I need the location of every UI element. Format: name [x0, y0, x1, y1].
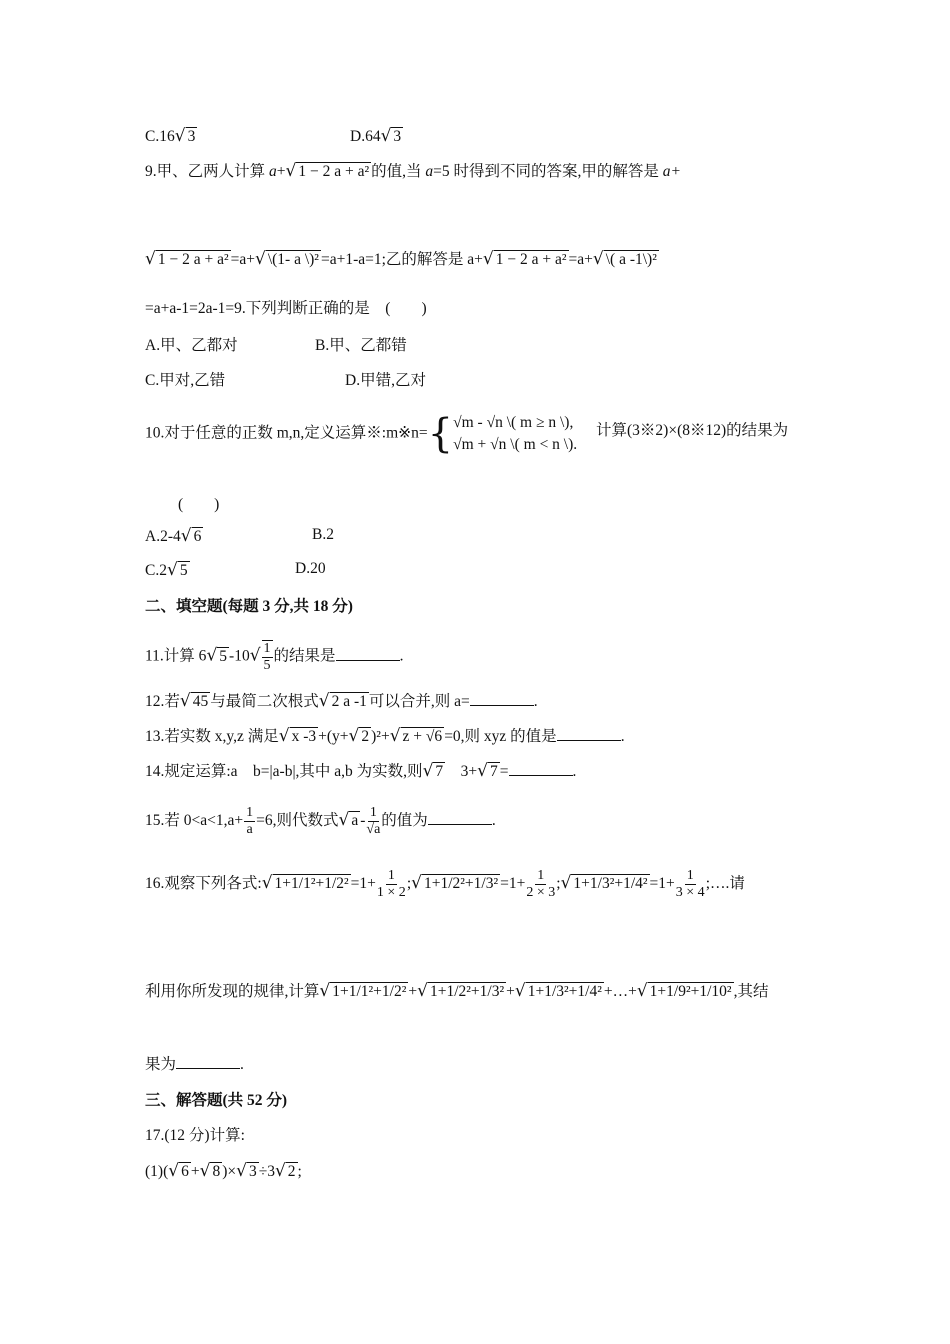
text: -10 [229, 647, 250, 665]
q9-line-1 [145, 160, 681, 183]
text: =1+ [649, 875, 675, 893]
sqrt-sign: √ [274, 1161, 286, 1181]
denominator: 3 × 4 [675, 885, 705, 900]
sqrt-sign: √ [236, 1161, 247, 1181]
sqrt-sign: √ [180, 526, 192, 546]
radicand: 3 [248, 1163, 257, 1180]
sqrt-sign: √ [592, 249, 604, 269]
q16-line-3: 果为 . [145, 1056, 244, 1073]
sqrt-sign: √ [477, 761, 488, 781]
text: +(y+ [318, 728, 349, 745]
text: =6,则代数式 [256, 812, 339, 830]
q13: 13.若实数 x,y,z 满足√ x -3 +(y+√ 2 )²+√ z + √6 =0,则 xyz 的值是 . [145, 726, 625, 746]
radicand: 1 − 2 a + a² [157, 251, 229, 268]
q15: 15.若 0<a<1,a+ $\frac{1}{a}$ =6,则代数式√ a - $\frac{1}{√a}$ 的值为 . [145, 805, 496, 837]
numerator: 1 [537, 868, 545, 883]
radicand: \( a -1\)² [605, 251, 657, 268]
sqrt-sign: √ [261, 873, 273, 894]
sqrt-sign: √ [560, 873, 572, 894]
sqrt-sign: √ [285, 161, 297, 181]
text: =1+ [350, 875, 376, 893]
text: 14.规定运算:a b=|a-b|,其中 a,b 为实数,则 [145, 763, 423, 780]
sqrt-sign: √ [417, 981, 428, 1001]
text: (1)( [145, 1163, 169, 1180]
radicand: 3 [187, 128, 196, 145]
text: 15.若 0<a<1,a+ [145, 812, 244, 830]
answer-blank[interactable] [470, 691, 534, 706]
denominator: 5 [263, 658, 271, 673]
sqrt-sign: √ [278, 726, 290, 746]
radicand: 6 [193, 528, 202, 545]
sqrt-sign: √ [318, 691, 330, 711]
numerator: 1 [369, 805, 377, 820]
sqrt-sign: √ [254, 249, 266, 269]
q14: 14.规定运算:a b=|a-b|,其中 a,b 为实数,则√ 7 3+√ 7 = . [145, 761, 577, 781]
fraction [526, 868, 555, 901]
numerator: 1 [686, 868, 694, 883]
section-3-heading: 三、解答题(共 52 分) [145, 1092, 288, 1109]
text: 9.甲、乙两人计算 [145, 163, 270, 180]
radicand: 2 a -1 [331, 693, 367, 710]
radicand: a [351, 812, 359, 830]
text: =1+ [500, 875, 526, 893]
denominator: 2 × 3 [526, 885, 556, 900]
text: = [499, 763, 509, 780]
text: )× [222, 1163, 237, 1180]
denominator: 1 × 2 [376, 885, 406, 900]
text: 10.对于任意的正数 m,n,定义运算※:m※n= [145, 424, 428, 442]
fraction [366, 805, 380, 838]
q9-option-d: D.甲错,乙对 [345, 372, 426, 389]
text: ,其结 [733, 983, 769, 1000]
radicand: 7 [435, 763, 444, 780]
text: =a+ [230, 251, 255, 268]
sqrt-sign: √ [482, 249, 494, 269]
sqrt-sign: √ [168, 1161, 180, 1181]
text: ÷3 [258, 1163, 275, 1180]
fraction [676, 868, 705, 901]
radicand: 2 [361, 728, 370, 745]
radicand: 1+1/2²+1/3² [423, 875, 499, 893]
q10-option-c [145, 560, 190, 580]
text: + [276, 163, 286, 180]
q9-option-b: B.甲、乙都错 [315, 337, 407, 354]
sqrt-sign: √ [199, 1161, 211, 1181]
numerator: 1 [246, 805, 254, 820]
text: 与最简二次根式 [210, 693, 319, 710]
q10-option-b: B.2 [312, 526, 334, 543]
numerator: 1 [263, 641, 271, 656]
radicand: z + √6 [402, 728, 443, 745]
sqrt-sign: √ [174, 126, 186, 146]
q9-option-c: C.甲对,乙错 [145, 372, 226, 389]
radicand: 1+1/1²+1/2² [274, 875, 349, 893]
text: 果为 [145, 1056, 177, 1073]
fraction [244, 805, 255, 838]
radicand: 3 [393, 128, 402, 145]
sqrt-sign: √ [380, 126, 392, 146]
radicand: x -3 [291, 728, 317, 745]
q17-part-1 [145, 1160, 302, 1183]
sqrt-sign: √ [249, 645, 261, 666]
sqrt-sign: √ [145, 249, 156, 269]
radicand: 1+1/9²+1/10² [649, 983, 732, 1000]
radicand: \(1- a \)² [267, 251, 319, 268]
radicand: 1 − 2 a + a² [495, 251, 567, 268]
text: )²+ [371, 728, 390, 745]
radicand: 5 [219, 647, 228, 665]
option-label: D.64 [350, 128, 381, 145]
q10-tail: 计算(3※2)×(8※12)的结果为 [596, 422, 789, 439]
radicand: 5 [179, 562, 188, 579]
answer-blank[interactable] [557, 726, 621, 741]
text: 可以合并,则 a= [368, 693, 470, 710]
text: - [360, 812, 366, 830]
var: a+ [662, 163, 681, 180]
var: a [425, 163, 434, 180]
sqrt-sign: √ [338, 810, 350, 831]
sqrt-sign: √ [319, 981, 331, 1001]
fraction [262, 640, 273, 674]
var: a [269, 163, 277, 180]
text: 利用你所发现的规律,计算 [145, 983, 320, 1000]
q11: 11.计算 6√ 5 -10√ $\frac{1}{5}$ 的结果是 . [145, 641, 404, 673]
q12: 12.若√ 45 与最简二次根式√ 2 a -1 可以合并,则 a= . [145, 691, 538, 711]
denominator: √a [366, 822, 381, 837]
answer-blank[interactable] [509, 761, 573, 776]
q8-option-d [350, 126, 403, 146]
q16-line-2: 利用你所发现的规律,计算√ 1+1/1²+1/2² +√ 1+1/2²+1/3² +√ 1+1/3²+1/4² +…+√ 1+1/9²+1/10² ,其结 [145, 981, 769, 1001]
radicand: 1+1/3²+1/4² [527, 983, 602, 1000]
text: 的值为 [381, 812, 428, 830]
answer-blank[interactable] [176, 1054, 240, 1069]
text: + [190, 1163, 200, 1180]
sqrt-sign: √ [389, 726, 401, 746]
sqrt-sign: √ [411, 873, 422, 894]
answer-blank[interactable] [336, 646, 400, 661]
section-2-heading: 二、填空题(每题 3 分,共 18 分) [145, 598, 353, 615]
q10-option-d: D.20 [295, 560, 326, 577]
sqrt-sign: √ [514, 981, 526, 1001]
text: =0,则 xyz 的值是 [444, 728, 557, 745]
radicand: 45 [192, 693, 209, 710]
text: 3+ [445, 763, 478, 780]
text: 12.若 [145, 693, 180, 710]
brace: { [427, 411, 454, 457]
sqrt-sign: √ [166, 560, 178, 580]
q8-option-c [145, 126, 197, 146]
q17-title: 17.(12 分)计算: [145, 1127, 245, 1144]
text: =a+ [568, 251, 593, 268]
radicand: 6 [181, 1163, 189, 1180]
case-1: √m - √n \( m ≥ n \), [453, 414, 574, 431]
sqrt-sign: √ [206, 645, 218, 666]
text: 11.计算 6 [145, 647, 207, 665]
radicand: 2 [287, 1163, 296, 1180]
radicand: 8 [212, 1163, 221, 1180]
q10-line-1 [145, 412, 577, 456]
numerator: 1 [387, 868, 395, 883]
sqrt-sign: √ [636, 981, 648, 1001]
q10-option-a [145, 526, 203, 546]
radicand: 1+1/2²+1/3² [429, 983, 505, 1000]
text: 16.观察下列各式: [145, 875, 262, 893]
q10-answer-paren: ( ) [178, 496, 220, 513]
text: ;….请 [705, 875, 745, 893]
text: 的值,当 [371, 163, 426, 180]
sqrt-sign: √ [348, 726, 360, 746]
cases [453, 412, 577, 456]
q9-line-3: =a+a-1=2a-1=9.下列判断正确的是 ( ) [145, 300, 427, 317]
text: =5 时得到不同的答案,甲的解答是 [433, 163, 663, 180]
case-2: √m + √n \( m < n \). [453, 436, 578, 453]
radicand: 1 − 2 a + a² [298, 163, 370, 180]
q16-line-1: 16.观察下列各式:√ 1+1/1²+1/2² =1+ $\frac{1}{1 \times 2}$ ;√ 1+1/2²+1/3² =1+ $\frac{1}{2 \times 3}$ ;√ 1+1/3²+1/4² =1+ $\frac{1}{3 \times 4}$ ;….请 [145, 868, 745, 900]
sqrt-sign: √ [422, 761, 434, 781]
sqrt-sign: √ [179, 691, 191, 711]
text: ; [297, 1163, 302, 1180]
fraction [377, 868, 406, 901]
q9-line-2 [145, 248, 659, 271]
radicand: 7 [490, 763, 498, 780]
option-label: C.16 [145, 128, 175, 145]
option-label: C.2 [145, 562, 167, 579]
answer-blank[interactable] [428, 810, 492, 825]
denominator: a [246, 822, 253, 837]
option-label: A.2-4 [145, 528, 181, 545]
text: =a+1-a=1;乙的解答是 a+ [320, 251, 483, 268]
radicand: 1+1/1²+1/2² [332, 983, 407, 1000]
radicand: 1+1/3²+1/4² [573, 875, 648, 893]
text: +…+ [603, 983, 637, 1000]
text: 13.若实数 x,y,z 满足 [145, 728, 279, 745]
q9-option-a: A.甲、乙都对 [145, 337, 238, 354]
text: 的结果是 [273, 647, 336, 665]
